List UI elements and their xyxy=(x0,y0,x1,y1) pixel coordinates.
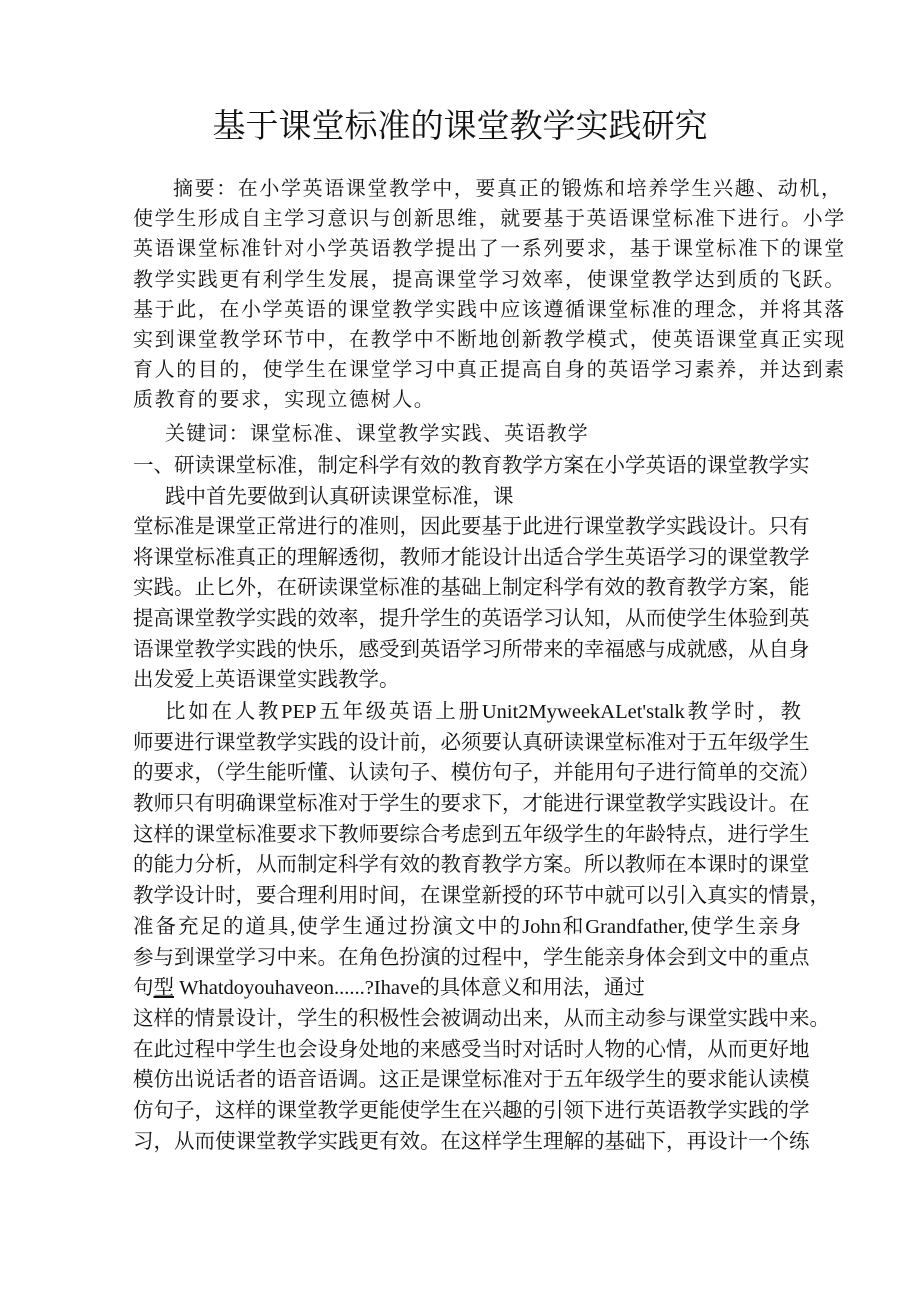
underlined-char: 型 xyxy=(153,977,174,1000)
paragraph-line: 的要求，（学生能听懂、认读句子、模仿句子，并能用句子进行简单的交流） xyxy=(133,762,820,785)
paragraph-line: 比如在人教PEP五年级英语上册Unit2MyweekALet'stalk教学时，教 xyxy=(165,701,801,723)
paragraph-line xyxy=(133,973,801,1004)
paragraph-line: 模仿出说话者的语音语调。这正是课堂标准对于五年级学生的要求能认读模 xyxy=(133,1069,810,1092)
abstract-line: 育人的目的，使学生在课堂学习中真正提高自身的英语学习素养，并达到素 xyxy=(133,357,846,382)
abstract xyxy=(133,173,846,415)
paragraph-1 xyxy=(133,512,810,696)
paragraph-2 xyxy=(133,697,830,1004)
document-title: 基于课堂标准的课堂教学实践研究 xyxy=(212,106,708,145)
paragraph-line: 教师只有明确课堂标准对于学生的要求下，才能进行课堂教学实践设计。在 xyxy=(133,793,810,816)
sentence-pattern-prefix: 句 xyxy=(133,977,154,1000)
paragraph-line: 这样的课堂标准要求下教师要综合考虑到五年级学生的年龄特点，进行学生 xyxy=(133,823,810,846)
paragraph-line: 提高课堂教学实践的效率，提升学生的英语学习认知，从而使学生体验到英 xyxy=(133,608,810,631)
paragraph-line: 在此过程中学生也会设身处地的来感受当时对话时人物的心情，从而更好地 xyxy=(133,1038,810,1061)
abstract-line: 基于此，在小学英语的课堂教学实践中应该遵循课堂标准的理念，并将其落 xyxy=(133,296,846,321)
paragraph-line: 准备充足的道具,使学生通过扮演文中的John和Grandfather,使学生亲身 xyxy=(133,915,801,938)
abstract-line: 英语课堂标准针对小学英语教学提出了一系列要求，基于课堂标准下的课堂 xyxy=(133,236,846,261)
paragraph-3 xyxy=(133,1004,830,1157)
section-heading xyxy=(133,451,810,512)
paragraph-line: 习，从而使课堂教学实践更有效。在这样学生理解的基础下，再设计一个练 xyxy=(133,1130,810,1153)
paragraph-line: 堂标准是课堂正常进行的准则，因此要基于此进行课堂教学实践设计。只有 xyxy=(133,516,810,538)
abstract-line: 教学实践更有利学生发展，提高课堂学习效率，使课堂教学达到质的飞跃。 xyxy=(133,266,846,291)
paragraph-line: 师要进行课堂教学实践的设计前，必须要认真研读课堂标准对于五年级学生 xyxy=(133,731,810,754)
abstract-line: 实到课堂教学环节中，在教学中不断地创新教学模式，使英语课堂真正实现 xyxy=(133,326,846,351)
keywords: 关键词：课堂标准、课堂教学实践、英语教学 xyxy=(165,421,589,445)
paragraph-line: 这样的情景设计，学生的积极性会被调动出来，从而主动参与课堂实践中来。 xyxy=(133,1008,830,1030)
paragraph-line: 实践。止匕外，在研读课堂标准的基础上制定科学有效的教育教学方案，能 xyxy=(133,577,810,600)
abstract-line: 使学生形成自主学习意识与创新思维，就要基于英语课堂标准下进行。小学 xyxy=(133,206,846,231)
sentence-pattern-text: Whatdoyouhaveon......?Ihave的具体意义和用法，通过 xyxy=(179,977,645,1000)
abstract-line: 摘要：在小学英语课堂教学中，要真正的锻炼和培养学生兴趣、动机， xyxy=(173,176,843,200)
paragraph-line: 将课堂标准真正的理解透彻，教师才能设计出适合学生英语学习的课堂教学 xyxy=(133,546,810,569)
section-heading-line: 践中首先要做到认真研读课堂标准，课 xyxy=(165,485,514,508)
paragraph-line: 参与到课堂学习中来。在角色扮演的过程中，学生能亲身体会到文中的重点 xyxy=(133,946,810,969)
paragraph-line: 教学设计时，要合理利用时间，在课堂新授的环节中就可以引入真实的情景， xyxy=(133,885,830,908)
paragraph-line: 出发爱上英语课堂实践教学。 xyxy=(133,669,400,692)
section-heading-line: 一、研读课堂标准，制定科学有效的教育教学方案在小学英语的课堂教学实 xyxy=(133,455,810,477)
paragraph-line: 的能力分析，从而制定科学有效的教育教学方案。所以教师在本课时的课堂 xyxy=(133,854,810,877)
paragraph-line: 仿句子，这样的课堂教学更能使学生在兴趣的引领下进行英语教学实践的学 xyxy=(133,1100,810,1123)
abstract-line: 质教育的要求，实现立德树人。 xyxy=(133,387,436,412)
paragraph-line: 语课堂教学实践的快乐，感受到英语学习所带来的幸福感与成就感，从自身 xyxy=(133,638,810,661)
